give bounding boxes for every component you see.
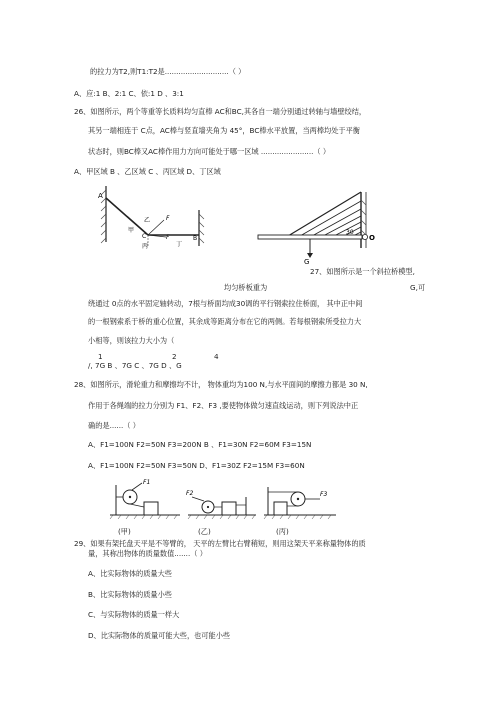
q26-figure-rods (96, 180, 211, 252)
q27-num-2: 2 (172, 352, 177, 361)
q26-line-1: 26、如图所示，两个等重等长质料均匀直棒 AC和BC,其各自一端分别通过转轴与墙壁绞结， (74, 107, 367, 116)
q29-option-a: A、比实际物体的质量大些 (88, 569, 172, 578)
q26-line-2: 其另一端相连于 C点，AC棒与竖直墙夹角为 45°，BC棒水平放置，当两棒均处于平衡 (88, 126, 360, 135)
q27-fig-label-g: G (304, 258, 310, 266)
q27-options: /, 7G B 、7G C 、7G D 、G (88, 361, 182, 370)
q28-label-yi: (乙) (198, 527, 211, 536)
q28-figure-pulleys (108, 475, 338, 525)
q28-label-jia: (甲) (118, 527, 131, 536)
q29-option-b: B、比实际物体的质量小些 (88, 590, 172, 599)
q27-line-2b: G,可 (410, 283, 426, 292)
q27-line-2a: 均匀桥板重为 (224, 283, 268, 292)
q27-num-4: 4 (214, 352, 219, 361)
q26-fig-label-jia: 甲 (128, 227, 135, 234)
q26-fig-label-c: C (142, 233, 147, 240)
q27-line-1: 27、如图所示是一个斜拉桥模型, (310, 267, 415, 276)
q26-fig-label-fb: F (166, 234, 170, 241)
q29-line-1: 29、如果有架托盘天平是不等臂的， 天平的左臂比右臂稍短，则用这架天平来称量物体的质 (74, 539, 366, 548)
q26-fig-label-zhi: 乙 (144, 217, 151, 224)
q28-options-cd: A、F1=100N F2=50N F3=50N D、F1=30Z F2=15M F3=60N (88, 461, 305, 470)
svg-text:F1: F1 (143, 479, 151, 486)
q28-line-3: 确的是......（ ） (88, 421, 140, 430)
q28-line-1: 28、如图所示，滑轮重力和摩擦均不计， 物体重均为100 N,与水平面间的摩擦力都是 30 N, (74, 380, 368, 389)
q29-line-2: 量，其称出物体的质量数值.......（ ） (88, 549, 207, 558)
q26-fig-label-bing: 丙 (142, 243, 149, 250)
q29-option-d: D、比实际物体的质量可能大些，也可能小些 (88, 631, 231, 640)
q26-fig-label-fa: F (166, 215, 170, 222)
q27-fig-label-o: O (369, 234, 375, 242)
q27-num-1: 1 (98, 352, 103, 361)
q26-fig-label-b: B (193, 235, 198, 242)
q28-label-bing: (丙) (276, 527, 289, 536)
q27-figure-bridge (254, 190, 384, 266)
q28-options-ab: A、F1=100N F2=50N F3=200N B 、F1=30N F2=60M F3=15N (88, 440, 312, 449)
q26-fig-label-ding: 丁 (176, 241, 183, 248)
svg-text:F2: F2 (186, 490, 194, 497)
q29-option-c: C、与实际物体的质量一样大 (88, 610, 180, 619)
svg-text:F3: F3 (320, 491, 328, 498)
prev-question-options: A、应:1 B、2:1 C、依:1 D 、3:1 (74, 89, 184, 98)
q27-line-5: 小相等，则该拉力大小为（ (88, 336, 175, 345)
prev-question-text: 的拉力为T2,则T1:T2是............................（ ） (90, 67, 246, 76)
q26-line-3: 状态时，则BC棒又AC棒作用力方向可能处于哪一区域 .......................（ ） (88, 147, 331, 156)
q26-options: A、甲区域 B 、乙区域 C 、丙区域 D、丁区域 (74, 167, 221, 176)
q27-fig-label-angle: 30 (346, 229, 354, 236)
q27-line-3: 绕通过 0点的水平固定轴转动，7根与桥面均成30调的平行钢索拉住桥面， 其中正中间 (88, 299, 363, 308)
q27-line-4: 的一根钢索系于桥的重心位置，其余成等距离分布在它的两侧。若每根钢索所受拉力大 (88, 317, 362, 326)
q28-line-2: 作用于各绳端的拉力分别为 F1、F2、F3 ,要使物体做匀速直线运动，则下列说法中正 (88, 401, 359, 410)
q26-fig-label-a: A (98, 192, 103, 200)
